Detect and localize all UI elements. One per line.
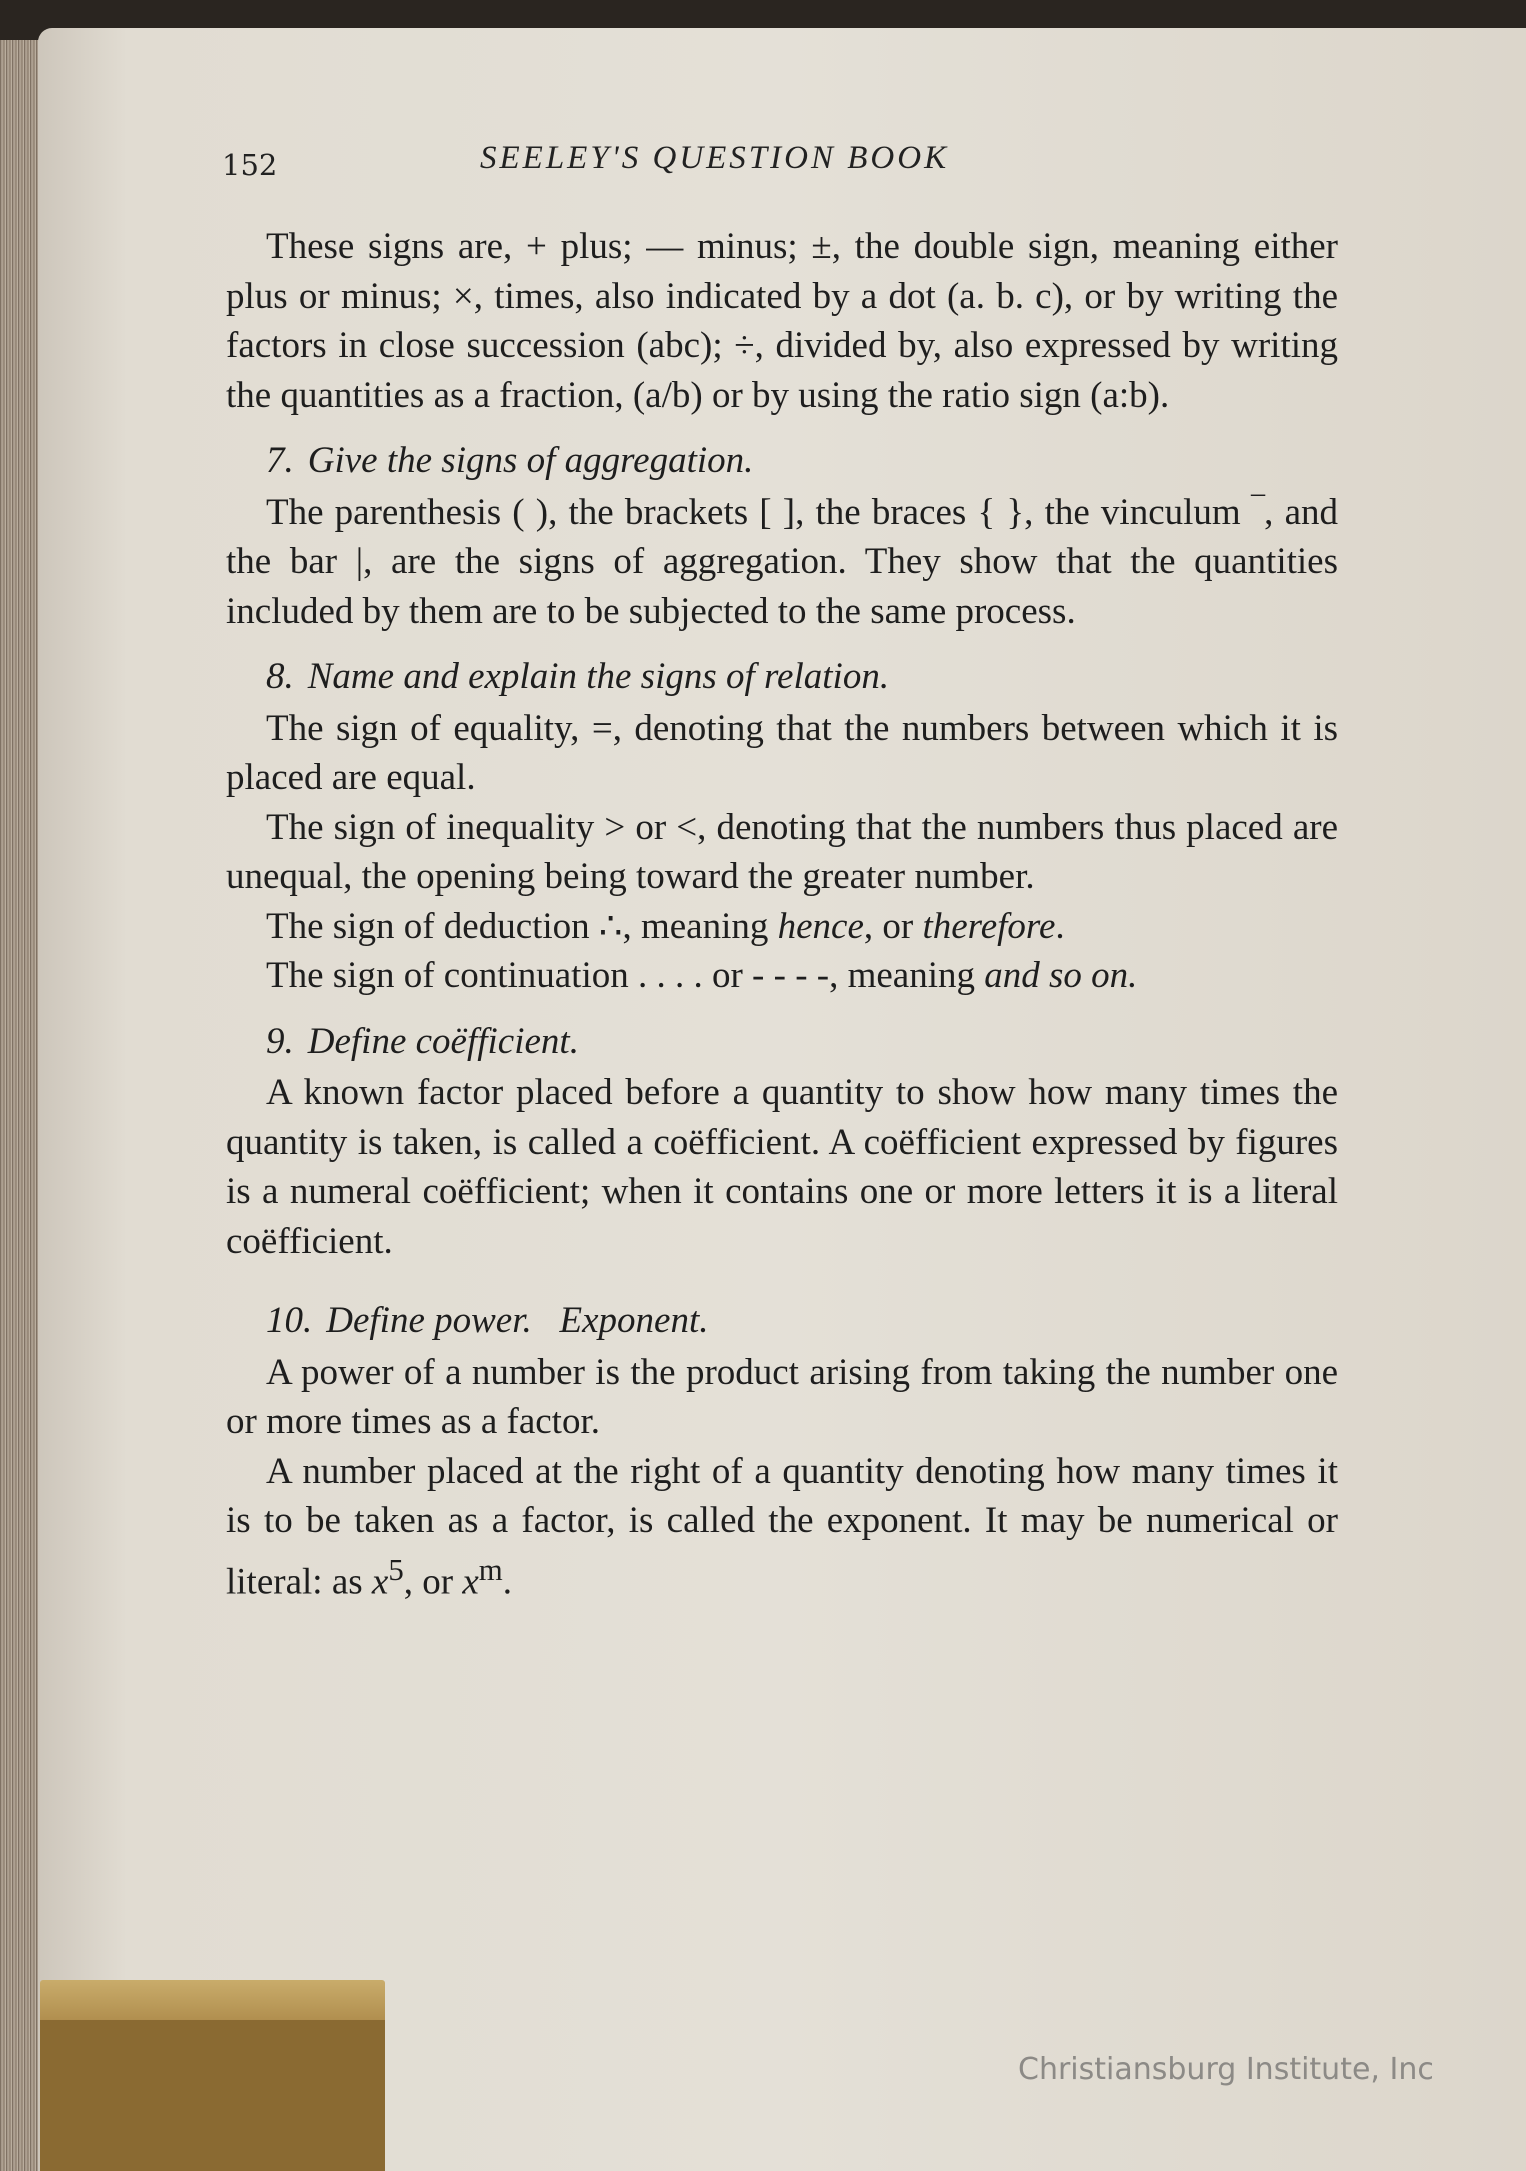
var-x: x — [371, 1560, 389, 1602]
question-10-number: 10. — [266, 1300, 313, 1341]
question-10-text-a: Define power. — [326, 1300, 532, 1341]
book-stand-front — [40, 2020, 385, 2171]
question-7-number: 7. — [266, 440, 294, 481]
paragraph-power: A power of a number is the product arising from taking the number one or more times as a factor. — [226, 1351, 1338, 1442]
paragraph-deduction — [226, 902, 1338, 952]
words-and-so-on: and so on. — [984, 955, 1138, 996]
deduction-text: The sign of deduction ∴, meaning — [266, 905, 778, 947]
body-text — [226, 222, 1338, 1606]
paragraph-inequality: The sign of inequality > or <, denoting that the numbers thus placed are unequal, the opening being toward the greater number. — [226, 806, 1338, 897]
page-number: 152 — [222, 148, 278, 182]
superscript-m: m — [478, 1552, 503, 1587]
word-therefore: therefore — [922, 905, 1056, 947]
superscript-5: 5 — [388, 1552, 404, 1587]
continuation-text: The sign of continuation . . . . or - - - -, meaning — [266, 955, 985, 996]
question-7 — [226, 436, 1338, 486]
question-9 — [226, 1017, 1338, 1067]
deduction-period: . — [1055, 905, 1065, 947]
exponent-period: . — [502, 1560, 512, 1602]
paragraph-aggregation: The parenthesis ( ), the brackets [ ], the braces { }, the vinculum ‾, and the bar |, are the signs of aggregation. They show that the quantities included by them are to be subjected to the same process. — [226, 491, 1338, 632]
question-8-text: Name and explain the signs of relation. — [307, 656, 890, 697]
paragraph-equality: The sign of equality, =, denoting that the numbers between which it is placed are equal. — [226, 707, 1338, 798]
exponent-or: , or — [403, 1560, 463, 1602]
watermark: Christiansburg Institute, Inc — [1018, 2052, 1434, 2087]
question-9-number: 9. — [266, 1020, 294, 1062]
word-hence: hence — [777, 905, 864, 947]
deduction-or: , or — [863, 905, 923, 947]
paragraph-exponent — [226, 1447, 1338, 1607]
question-10-text-b: Exponent. — [559, 1300, 709, 1341]
question-8 — [226, 652, 1338, 702]
question-9-text: Define coëfficient. — [307, 1020, 579, 1062]
exponent-text: A number placed at the right of a quantity denoting how many times it is to be taken as a factor, is called the exponent. It may be numerical or literal: as — [226, 1450, 1338, 1602]
paragraph-coefficient: A known factor placed before a quantity to show how many times the quantity is taken, is called a coëfficient. A coëfficient expressed by figures is a numeral coëfficient; when it contains one or more letters it is a literal coëfficient. — [226, 1072, 1338, 1262]
running-head: SEELEY'S QUESTION BOOK — [480, 140, 950, 176]
question-7-text: Give the signs of aggregation. — [307, 440, 754, 481]
question-10 — [226, 1296, 1338, 1346]
paragraph-signs-of-operation: These signs are, + plus; — minus; ±, the double sign, meaning either plus or minus; ×, times, also indicated by a dot (a. b. c), or by writing the factors in close succession (abc); ÷, divided by, also expressed by writing the quantities as a fraction, (a/b) or by using the ratio sign (a:b). — [226, 226, 1338, 416]
var-x-m: x — [462, 1560, 479, 1602]
paragraph-continuation — [226, 951, 1338, 1001]
question-8-number: 8. — [266, 656, 294, 697]
